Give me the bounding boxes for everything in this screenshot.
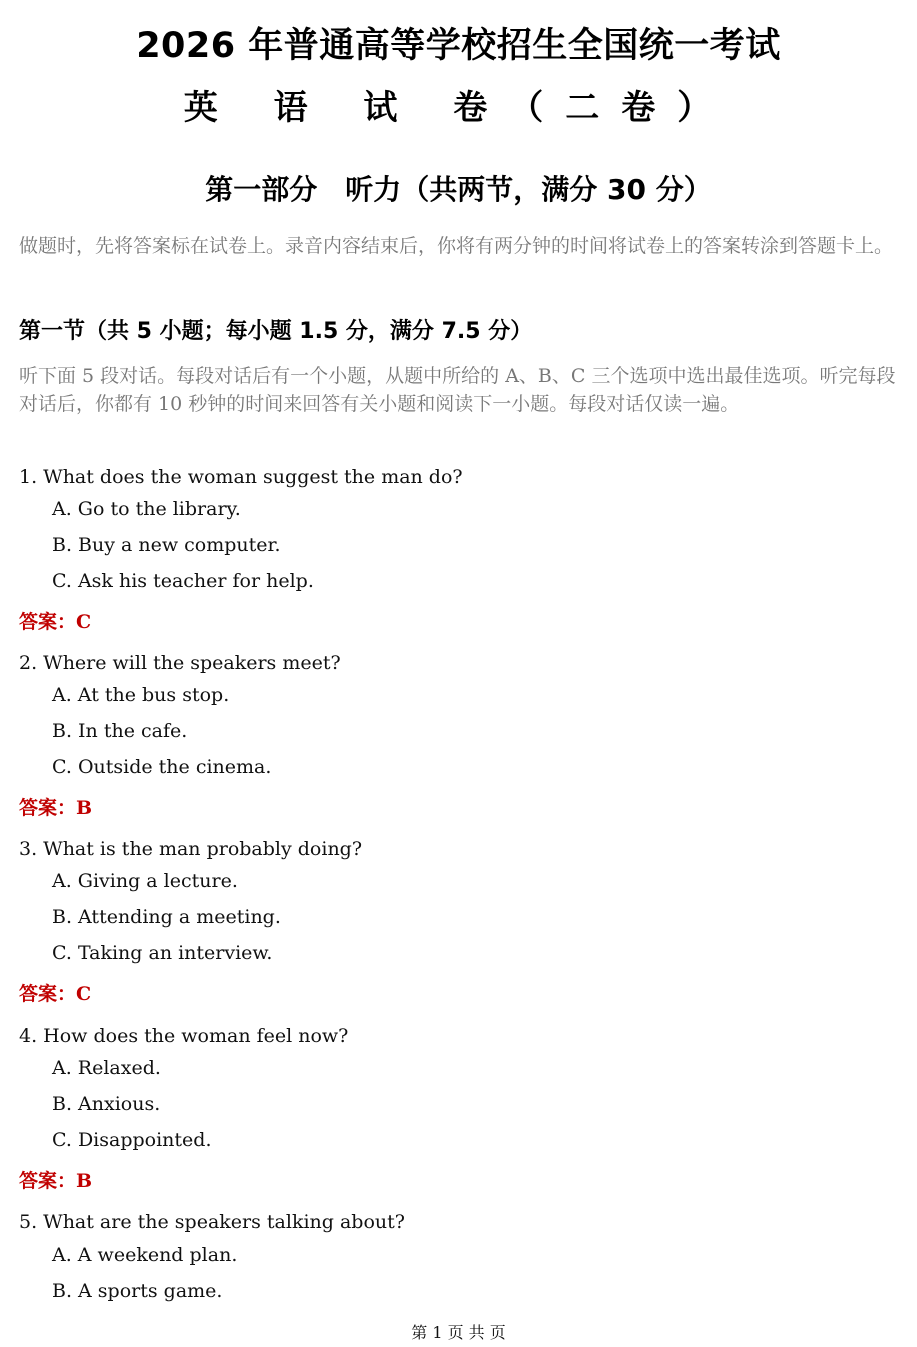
option-b: B. In the cafe.: [52, 720, 188, 742]
exam-subtitle: 英 语 试 卷（二卷）: [183, 88, 734, 128]
page-footer: 第 1 页 共 页: [411, 1323, 506, 1342]
option-c: C. Taking an interview.: [52, 942, 273, 964]
option-b: B. Anxious.: [52, 1093, 161, 1115]
option-a: A. Go to the library.: [52, 498, 241, 520]
question-stem: 2. Where will the speakers meet?: [19, 652, 341, 674]
answer-label: 答案：B: [19, 797, 93, 819]
part-instruction: 做题时，先将答案标在试卷上。录音内容结束后，你将有两分钟的时间将试卷上的答案转涂到答题卡上。: [19, 235, 894, 257]
option-a: A. At the bus stop.: [52, 684, 230, 706]
option-b: B. Attending a meeting.: [52, 906, 281, 928]
option-b: B. Buy a new computer.: [52, 534, 281, 556]
answer-label: 答案：C: [19, 983, 92, 1005]
option-a: A. Relaxed.: [52, 1057, 161, 1079]
question-stem: 4. How does the woman feel now?: [19, 1025, 349, 1047]
option-a: A. Giving a lecture.: [52, 870, 238, 892]
option-c: C. Outside the cinema.: [52, 756, 272, 778]
option-b: B. A sports game.: [52, 1280, 223, 1302]
answer-label: 答案：B: [19, 1170, 93, 1192]
option-c: C. Disappointed.: [52, 1129, 212, 1151]
option-c: C. Ask his teacher for help.: [52, 570, 314, 592]
question-stem: 1. What does the woman suggest the man do?: [19, 466, 463, 488]
question-stem: 3. What is the man probably doing?: [19, 838, 363, 860]
question-stem: 5. What are the speakers talking about?: [19, 1211, 405, 1233]
part-heading: 第一部分 听力（共两节，满分 30 分）: [205, 173, 712, 206]
answer-label: 答案：C: [19, 611, 92, 633]
section-heading: 第一节（共 5 小题；每小题 1.5 分，满分 7.5 分）: [19, 319, 533, 344]
section-instruction: 听下面 5 段对话。每段对话后有一个小题，从题中所给的 A、B、C 三个选项中选出最佳选项。听完每段对话后，你都有 10 秒钟的时间来回答有关小题和阅读下一小题。每段对话仅读一遍。: [19, 365, 896, 415]
exam-title: 2026 年普通高等学校招生全国统一考试: [136, 26, 781, 66]
option-a: A. A weekend plan.: [52, 1244, 238, 1266]
